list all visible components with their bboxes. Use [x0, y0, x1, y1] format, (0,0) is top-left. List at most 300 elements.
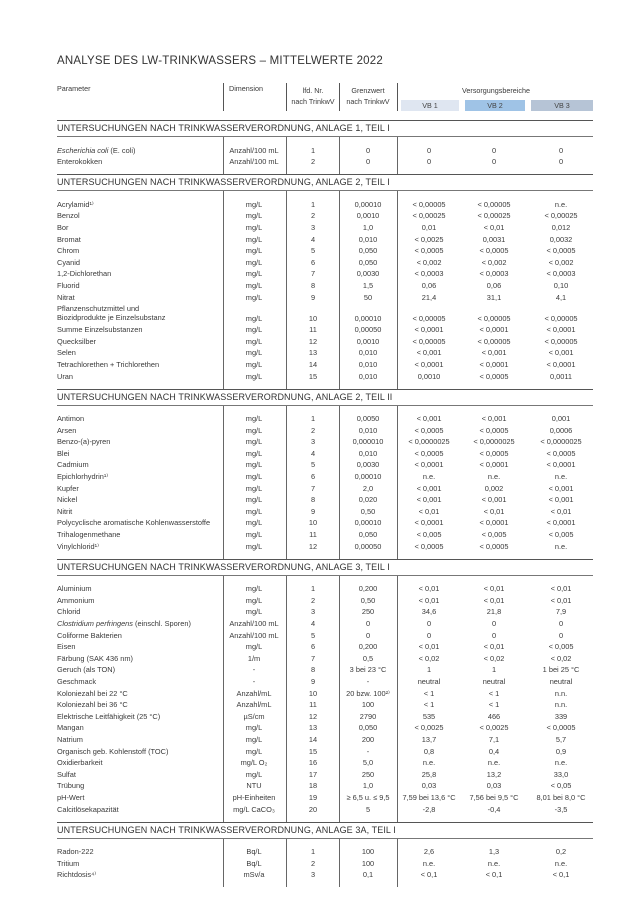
lfd-nr-cell: 12: [308, 336, 318, 346]
page-title: ANALYSE DES LW-TRINKWASSERS – MITTELWERTE 2022: [57, 55, 383, 67]
table-row: [57, 447, 593, 459]
header-dimension: Dimension: [229, 84, 263, 93]
vb1-cell: < 0,1: [420, 870, 438, 880]
dimension-cell: -: [252, 676, 256, 686]
vb2-cell: 7,56 bei 9,5 °C: [469, 792, 519, 802]
vb2-cell: < 0,01: [483, 595, 505, 605]
vb3-cell: n.n.: [554, 700, 568, 710]
vb3-cell: n.e.: [554, 858, 568, 868]
vb2-cell: < 0,01: [483, 642, 505, 652]
vb3-cell: 339: [554, 711, 568, 721]
dimension-cell: pH-Einheiten: [232, 792, 276, 802]
dimension-cell: -: [252, 665, 256, 675]
dimension-cell: mg/L: [245, 506, 263, 516]
dimension-cell: mg/L: [245, 234, 263, 244]
dimension-cell: mg/L: [245, 541, 263, 551]
lfd-nr-cell: 13: [308, 348, 318, 358]
lfd-nr-cell: 2: [310, 595, 316, 605]
parameter-cell: Elektrische Leitfähigkeit (25 °C): [57, 711, 161, 721]
section-rule: [57, 559, 593, 560]
column-divider: [286, 406, 287, 559]
grenzwert-cell: 0,50: [360, 595, 376, 605]
vb2-cell: < 0,002: [481, 257, 507, 267]
column-divider: [223, 839, 224, 888]
vb3-cell: < 0,00025: [544, 211, 578, 221]
header-divider: [339, 83, 340, 111]
vb2-cell: < 0,0005: [479, 371, 509, 381]
vb2-cell: neutral: [482, 676, 506, 686]
parameter-cell: Benzo-(a)-pyren: [57, 437, 111, 447]
parameter-cell: 1,2-Dichlorethan: [57, 269, 112, 279]
lfd-nr-cell: 4: [310, 448, 316, 458]
vb2-cell: < 0,0005: [479, 541, 509, 551]
section-header: [57, 559, 593, 576]
vb1-cell: < 0,0001: [414, 325, 444, 335]
vb2-cell: 7,1: [488, 734, 500, 744]
column-divider: [339, 576, 340, 822]
vb3-cell: n.e.: [554, 472, 568, 482]
vb1-cell: 0: [426, 619, 432, 628]
dimension-cell: Anzahl/100 mL: [229, 157, 279, 167]
vb2-cell: 0,0031: [482, 234, 506, 244]
parameter-cell: Aluminium: [57, 584, 92, 594]
lfd-nr-cell: 2: [310, 425, 316, 435]
vb1-cell: 535: [422, 711, 436, 721]
vb1-cell: < 0,001: [416, 348, 442, 358]
parameter-cell: Fluorid: [57, 280, 80, 290]
lfd-nr-cell: 13: [308, 723, 318, 733]
vb1-cell: < 0,0005: [414, 448, 444, 458]
section-title: UNTERSUCHUNGEN NACH TRINKWASSERVERORDNUNG, ANLAGE 2, TEIL II: [57, 391, 393, 402]
grenzwert-cell: 0,050: [358, 530, 378, 540]
vb2-cell: 0,4: [488, 746, 500, 756]
section-header: [57, 120, 593, 137]
vb3-cell: 33,0: [553, 769, 569, 779]
dimension-cell: mg/L CaCO₃: [233, 804, 275, 814]
lfd-nr-cell: 11: [309, 700, 317, 710]
table-row: [57, 494, 593, 506]
section-title: UNTERSUCHUNGEN NACH TRINKWASSERVERORDNUNG, ANLAGE 3A, TEIL I: [57, 824, 396, 835]
grenzwert-cell: 0,050: [358, 246, 378, 256]
lfd-nr-cell: 8: [310, 280, 316, 290]
dimension-cell: mg/L: [245, 769, 263, 779]
lfd-nr-cell: 6: [310, 257, 316, 267]
parameter-cell: Nitrit: [57, 506, 73, 516]
lfd-nr-cell: 18: [308, 781, 318, 791]
header-vb1: VB 1: [401, 100, 459, 111]
vb3-cell: < 0,0005: [546, 723, 576, 733]
table-row: [57, 324, 593, 336]
table-row: [57, 768, 593, 780]
vb1-cell: < 1: [423, 700, 435, 710]
parameter-cell: Nickel: [57, 495, 78, 505]
parameter-cell: Uran: [57, 371, 74, 381]
vb2-cell: 1: [491, 665, 497, 675]
column-divider: [339, 191, 340, 388]
vb1-cell: 25,8: [421, 769, 437, 779]
vb3-cell: < 0,1: [552, 870, 570, 880]
dimension-cell: mg/L: [245, 734, 263, 744]
parameter-cell: Eisen: [57, 642, 76, 652]
dimension-cell: mg/L: [245, 222, 263, 232]
grenzwert-cell: 100: [361, 858, 375, 868]
dimension-cell: mg/L: [245, 211, 263, 221]
vb1-cell: < 0,01: [418, 642, 440, 652]
grenzwert-cell: 250: [361, 769, 375, 779]
lfd-nr-cell: 10: [308, 313, 318, 323]
lfd-nr-cell: 14: [308, 734, 318, 744]
dimension-cell: Anzahl/mL: [236, 688, 272, 698]
vb3-cell: 0: [558, 157, 564, 167]
vb2-cell: < 0,001: [481, 495, 507, 505]
vb1-cell: < 0,0025: [414, 234, 444, 244]
lfd-nr-cell: 5: [310, 460, 316, 470]
vb3-cell: 7,9: [555, 607, 567, 617]
dimension-cell: mg/L: [245, 460, 263, 470]
grenzwert-cell: 0,0030: [356, 269, 380, 279]
lfd-nr-cell: 1: [310, 414, 316, 424]
dimension-cell: mg/L: [245, 359, 263, 369]
lfd-nr-cell: 4: [310, 619, 316, 628]
table-row: [57, 370, 593, 382]
parameter-cell: Organisch geb. Kohlenstoff (TOC): [57, 746, 169, 756]
lfd-nr-cell: 12: [308, 711, 318, 721]
header-lfd-line1: lfd. Nr.: [302, 86, 324, 95]
parameter-cell: Bor: [57, 222, 69, 232]
vb1-cell: 7,59 bei 13,6 °C: [402, 792, 456, 802]
table-row: [57, 198, 593, 210]
vb3-cell: -3,5: [554, 804, 568, 814]
dimension-cell: mg/L: [245, 425, 263, 435]
vb3-cell: 1 bei 25 °C: [542, 665, 580, 675]
vb1-cell: < 0,00005: [412, 336, 446, 346]
lfd-nr-cell: 9: [310, 292, 316, 302]
header-grenzwert-line1: Grenzwert: [351, 86, 385, 95]
vb2-cell: 0: [491, 145, 497, 155]
vb3-cell: < 0,0003: [546, 269, 576, 279]
parameter-cell: Selen: [57, 348, 76, 358]
table-row: [57, 540, 593, 552]
table-row: [57, 594, 593, 606]
vb1-cell: < 0,005: [416, 530, 442, 540]
dimension-cell: mg/L: [245, 313, 263, 323]
vb1-cell: < 0,0003: [414, 269, 444, 279]
grenzwert-cell: 2,0: [362, 483, 374, 493]
lfd-nr-cell: 10: [308, 518, 318, 528]
vb1-cell: < 0,0005: [414, 246, 444, 256]
vb2-cell: 466: [487, 711, 501, 721]
parameter-cell: Tritium: [57, 858, 80, 868]
grenzwert-cell: 0,0010: [356, 336, 380, 346]
table-row: [57, 156, 593, 168]
vb3-cell: 0,2: [555, 847, 567, 857]
dimension-cell: mg/L: [245, 414, 263, 424]
grenzwert-cell: 50: [363, 292, 373, 302]
table-row: [57, 699, 593, 711]
lfd-nr-cell: 6: [310, 472, 316, 482]
dimension-cell: mg/L: [245, 269, 263, 279]
section-rows: [57, 839, 593, 888]
grenzwert-cell: 2790: [359, 711, 377, 721]
section-rows: [57, 406, 593, 559]
dimension-cell: mg/L: [245, 483, 263, 493]
vb3-cell: 8,01 bei 8,0 °C: [536, 792, 586, 802]
grenzwert-cell: 200: [361, 734, 375, 744]
grenzwert-cell: 1,5: [362, 280, 374, 290]
grenzwert-cell: 5: [365, 804, 371, 814]
vb3-cell: < 0,0000025: [540, 437, 582, 447]
header-parameter: Parameter: [57, 84, 91, 93]
lfd-nr-cell: 4: [310, 234, 316, 244]
grenzwert-cell: 0: [365, 145, 371, 155]
vb3-cell: < 0,00005: [544, 313, 578, 323]
vb3-cell: n.e.: [554, 541, 568, 551]
header-divider: [223, 83, 224, 111]
header-grenzwert-line2: nach TrinkwV: [346, 97, 390, 106]
vb1-cell: 0: [426, 145, 432, 155]
lfd-nr-cell: 6: [310, 642, 316, 652]
lfd-nr-cell: 11: [309, 325, 317, 335]
parameter-cell: Chlorid: [57, 607, 81, 617]
table-row: [57, 144, 593, 156]
table-row: [57, 780, 593, 792]
parameter-cell: Mangan: [57, 723, 84, 733]
dimension-cell: mg/L: [245, 280, 263, 290]
dimension-cell: mg/L: [245, 495, 263, 505]
table-row: [57, 335, 593, 347]
dimension-cell: mg/L: [245, 530, 263, 540]
vb2-cell: < 0,0025: [479, 723, 509, 733]
vb2-cell: 21,8: [486, 607, 502, 617]
table-row: [57, 424, 593, 436]
dimension-cell: Anzahl/mL: [236, 700, 272, 710]
table-row: [57, 413, 593, 425]
header-lfd-line2: nach TrinkwV: [291, 97, 335, 106]
vb1-cell: < 0,0005: [414, 425, 444, 435]
vb1-cell: -2,8: [422, 804, 436, 814]
grenzwert-cell: 0,010: [358, 359, 378, 369]
parameter-cell: Escherichia coli (E. coli): [57, 145, 136, 155]
table-row: [57, 869, 593, 881]
table-row: [57, 517, 593, 529]
lfd-nr-cell: 1: [310, 145, 316, 155]
vb1-cell: 0,06: [421, 280, 437, 290]
parameter-cell: Tetrachlorethen + Trichlorethen: [57, 359, 160, 369]
vb1-cell: < 0,01: [418, 506, 440, 516]
dimension-cell: Anzahl/100 mL: [229, 145, 279, 155]
table-row: [57, 358, 593, 370]
parameter-cell: Oxidierbarkeit: [57, 758, 103, 768]
dimension-cell: mg/L: [245, 723, 263, 733]
grenzwert-cell: 20 bzw. 100²⁾: [346, 688, 390, 698]
vb1-cell: < 0,00005: [412, 199, 446, 209]
lfd-nr-cell: 1: [310, 199, 316, 209]
lfd-nr-cell: 2: [310, 858, 316, 868]
table-row: [57, 482, 593, 494]
vb2-cell: < 0,0005: [479, 448, 509, 458]
parameter-cell: Summe Einzelsubstanzen: [57, 325, 143, 335]
vb2-cell: < 0,0005: [479, 425, 509, 435]
parameter-cell: Geschmack: [57, 676, 97, 686]
dimension-cell: mg/L: [245, 607, 263, 617]
section-title: UNTERSUCHUNGEN NACH TRINKWASSERVERORDNUNG, ANLAGE 2, TEIL I: [57, 177, 390, 188]
grenzwert-cell: 0,010: [358, 348, 378, 358]
section-title: UNTERSUCHUNGEN NACH TRINKWASSERVERORDNUNG, ANLAGE 3, TEIL I: [57, 561, 390, 572]
parameter-cell: Färbung (SAK 436 nm): [57, 653, 133, 663]
table-row: [57, 664, 593, 676]
table-row: [57, 675, 593, 687]
table-row: [57, 641, 593, 653]
grenzwert-cell: 0,1: [362, 870, 374, 880]
vb3-cell: n.e.: [554, 758, 568, 768]
grenzwert-cell: -: [366, 676, 370, 686]
vb2-cell: 0: [491, 157, 497, 167]
table-row: [57, 347, 593, 359]
vb1-cell: n.e.: [422, 758, 436, 768]
parameter-cell: Koloniezahl bei 22 °C: [57, 688, 128, 698]
data-table: [57, 120, 593, 887]
parameter-cell: Kupfer: [57, 483, 79, 493]
vb1-cell: < 0,001: [416, 483, 442, 493]
vb1-cell: < 1: [423, 688, 435, 698]
vb1-cell: < 0,0025: [414, 723, 444, 733]
vb3-cell: 0,9: [555, 746, 567, 756]
parameter-cell: Epichlorhydrin¹⁾: [57, 472, 109, 482]
vb3-cell: 4,1: [555, 292, 567, 302]
column-divider: [286, 839, 287, 888]
dimension-cell: mg/L: [245, 371, 263, 381]
lfd-nr-cell: 5: [310, 246, 316, 256]
column-divider: [339, 839, 340, 888]
parameter-cell: Richtdosis⁴⁾: [57, 870, 97, 880]
column-divider: [223, 406, 224, 559]
section-rows: [57, 137, 593, 174]
lfd-nr-cell: 9: [310, 506, 316, 516]
dimension-cell: 1/m: [247, 653, 261, 663]
vb1-cell: < 0,00025: [412, 211, 446, 221]
grenzwert-cell: 0: [365, 630, 371, 640]
dimension-cell: Anzahl/100 mL: [229, 630, 279, 640]
table-row: [57, 652, 593, 664]
vb3-cell: < 0,001: [548, 483, 574, 493]
parameter-cell: Pflanzenschutzmittel und Biozidprodukte je Einzelsubstanz: [57, 303, 166, 323]
grenzwert-cell: 250: [361, 607, 375, 617]
vb2-cell: < 0,0000025: [473, 437, 515, 447]
vb2-cell: < 0,00005: [477, 336, 511, 346]
section-header: [57, 174, 593, 191]
lfd-nr-cell: 2: [310, 211, 316, 221]
lfd-nr-cell: 3: [310, 437, 316, 447]
vb2-cell: < 0,0003: [479, 269, 509, 279]
dimension-cell: mg/L: [245, 336, 263, 346]
lfd-nr-cell: 7: [310, 483, 316, 493]
parameter-cell: pH-Wert: [57, 792, 85, 802]
table-row: [57, 470, 593, 482]
vb2-cell: 0,002: [484, 483, 504, 493]
vb1-cell: < 0,001: [416, 495, 442, 505]
section-rows: [57, 191, 593, 388]
vb2-cell: < 0,005: [481, 530, 507, 540]
grenzwert-cell: 5,0: [362, 758, 374, 768]
table-row: [57, 687, 593, 699]
vb1-cell: 34,6: [421, 607, 437, 617]
vb1-cell: 0,0010: [417, 371, 441, 381]
grenzwert-cell: 0,0050: [356, 414, 380, 424]
table-row: [57, 857, 593, 869]
vb3-cell: 0: [558, 630, 564, 640]
table-row: [57, 256, 593, 268]
lfd-nr-cell: 12: [308, 541, 318, 551]
table-row: [57, 528, 593, 540]
dimension-cell: mg/L: [245, 595, 263, 605]
parameter-cell: Calcitlösekapazität: [57, 804, 119, 814]
lfd-nr-cell: 11: [309, 530, 317, 540]
parameter-cell: Vinylchlorid¹⁾: [57, 541, 99, 551]
vb3-cell: < 0,0001: [546, 325, 576, 335]
parameter-cell: Blei: [57, 448, 70, 458]
column-divider: [397, 576, 398, 822]
parameter-cell: Sulfat: [57, 769, 76, 779]
section-rule: [57, 120, 593, 121]
vb1-cell: < 0,01: [418, 584, 440, 594]
vb2-cell: 0,06: [486, 280, 502, 290]
column-divider: [397, 839, 398, 888]
grenzwert-cell: 0,010: [358, 425, 378, 435]
dimension-cell: µS/cm: [243, 711, 265, 721]
vb3-cell: < 0,05: [550, 781, 572, 791]
vb1-cell: < 0,0005: [414, 541, 444, 551]
column-divider: [397, 137, 398, 174]
lfd-nr-cell: 14: [308, 359, 318, 369]
lfd-nr-cell: 3: [310, 607, 316, 617]
italic-species-name: Clostridium perfringens: [57, 619, 133, 628]
section-rows: [57, 576, 593, 822]
column-divider: [286, 137, 287, 174]
vb3-cell: 0: [558, 619, 564, 628]
dimension-cell: mg/L O₂: [240, 758, 268, 768]
table-row: [57, 221, 593, 233]
grenzwert-cell: 100: [361, 700, 375, 710]
header-versorgungsbereiche: Versorgungsbereiche: [462, 86, 530, 95]
vb1-cell: 0,01: [421, 222, 437, 232]
table-row: [57, 617, 593, 629]
vb3-cell: 0: [558, 145, 564, 155]
vb1-cell: < 0,02: [418, 653, 440, 663]
table-row: [57, 210, 593, 222]
grenzwert-cell: 0,0010: [356, 211, 380, 221]
vb1-cell: n.e.: [422, 472, 436, 482]
parameter-cell: Quecksilber: [57, 336, 97, 346]
vb1-cell: 1: [426, 665, 432, 675]
parameter-cell: Clostridium perfringens (einschl. Sporen): [57, 619, 191, 628]
vb2-cell: < 0,01: [483, 506, 505, 516]
table-row: [57, 710, 593, 722]
vb1-cell: < 0,001: [416, 414, 442, 424]
vb2-cell: 0,03: [486, 781, 502, 791]
vb3-cell: n.n.: [554, 688, 568, 698]
parameter-cell: Arsen: [57, 425, 77, 435]
table-row: [57, 629, 593, 641]
column-divider: [223, 191, 224, 388]
grenzwert-cell: 0,020: [358, 495, 378, 505]
dimension-cell: mg/L: [245, 348, 263, 358]
vb3-cell: 0,0032: [549, 234, 573, 244]
grenzwert-cell: 0,010: [358, 448, 378, 458]
grenzwert-cell: 0,00010: [354, 199, 382, 209]
column-divider: [397, 191, 398, 388]
header-vb3: VB 3: [531, 100, 593, 111]
table-header: [57, 83, 593, 111]
